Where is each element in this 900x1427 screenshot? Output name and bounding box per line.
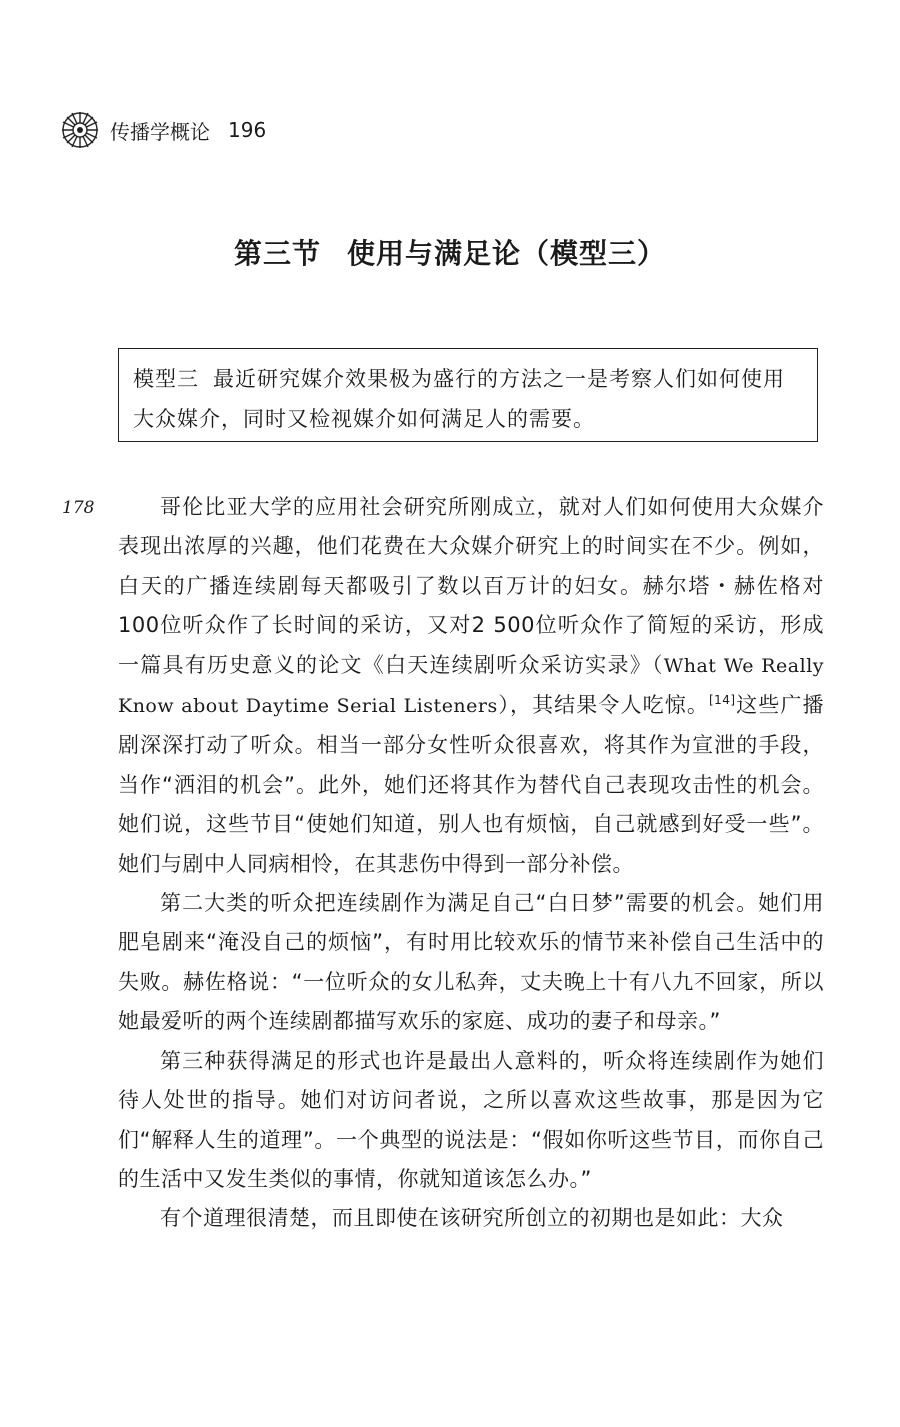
paragraph-4: 有个道理很清楚，而且即使在该研究所创立的初期也是如此：大众 [160,1206,784,1231]
book-title: 传播学概论 [110,119,210,144]
citation-marker: [14] [708,693,736,708]
section-title [0,232,900,272]
paragraph-3: 第三种获得满足的形式也许是最出人意料的，听众将连续剧作为她们待人处世的指导。她们对访问者说，之所以喜欢这些故事，那是因为它们“解释人生的道理”。一个典型的说法是：“假如你听这些节目，而你自己的生活中又发生类似的事情，你就知道该怎么办。” [118,1048,824,1191]
model-label: 模型三 [133,367,199,391]
chrysanthemum-ornament-icon [60,110,100,150]
body-text [118,488,824,1239]
original-page-marker: 178 [62,498,95,518]
paragraph-2: 第二大类的听众把连续剧作为满足自己“白日梦”需要的机会。她们用肥皂剧来“淹没自己的烦恼”，有时用比较欢乐的情节来补偿自己生活中的失败。赫佐格说：“一位听众的女儿私奔，丈夫晚上十有八九不回家，所以她最爱听的两个连续剧都描写欢乐的家庭、成功的妻子和母亲。” [118,891,824,1034]
model-description: 最近研究媒介效果极为盛行的方法之一是考察人们如何使用大众媒介，同时又检视媒介如何满足人的需要。 [133,367,785,431]
section-number: 第三节 [233,237,321,270]
english-title: What We Really Know about Daytime Serial Listeners [118,654,825,718]
page-number: 196 [228,118,267,142]
model-summary-box [118,348,818,442]
section-heading: 使用与满足论（模型三） [347,237,667,270]
running-header [60,110,266,150]
paragraph-1: 哥伦比亚大学的应用社会研究所刚成立，就对人们如何使用大众媒介表现出浓厚的兴趣，他们花费在大众媒介研究上的时间实在不少。例如，白天的广播连续剧每天都吸引了数以百万计的妇女。赫尔塔・赫佐格对100位听众作了长时间的采访，又对2 500位听众作了简短的采访，形成一篇具有历史意义的论文《白天连续剧听众采访实录》（What We Really Know about Daytime Serial Listeners），其结果令人吃惊。[14]这些广播剧深深打动了听众。相当一部分女性听众很喜欢，将其作为宣泄的手段，当作“洒泪的机会”。此外，她们还将其作为替代自己表现攻击性的机会。她们说，这些节目“使她们知道，别人也有烦恼，自己就感到好受一些”。她们与剧中人同病相怜，在其悲伤中得到一部分补偿。 [118,495,825,876]
